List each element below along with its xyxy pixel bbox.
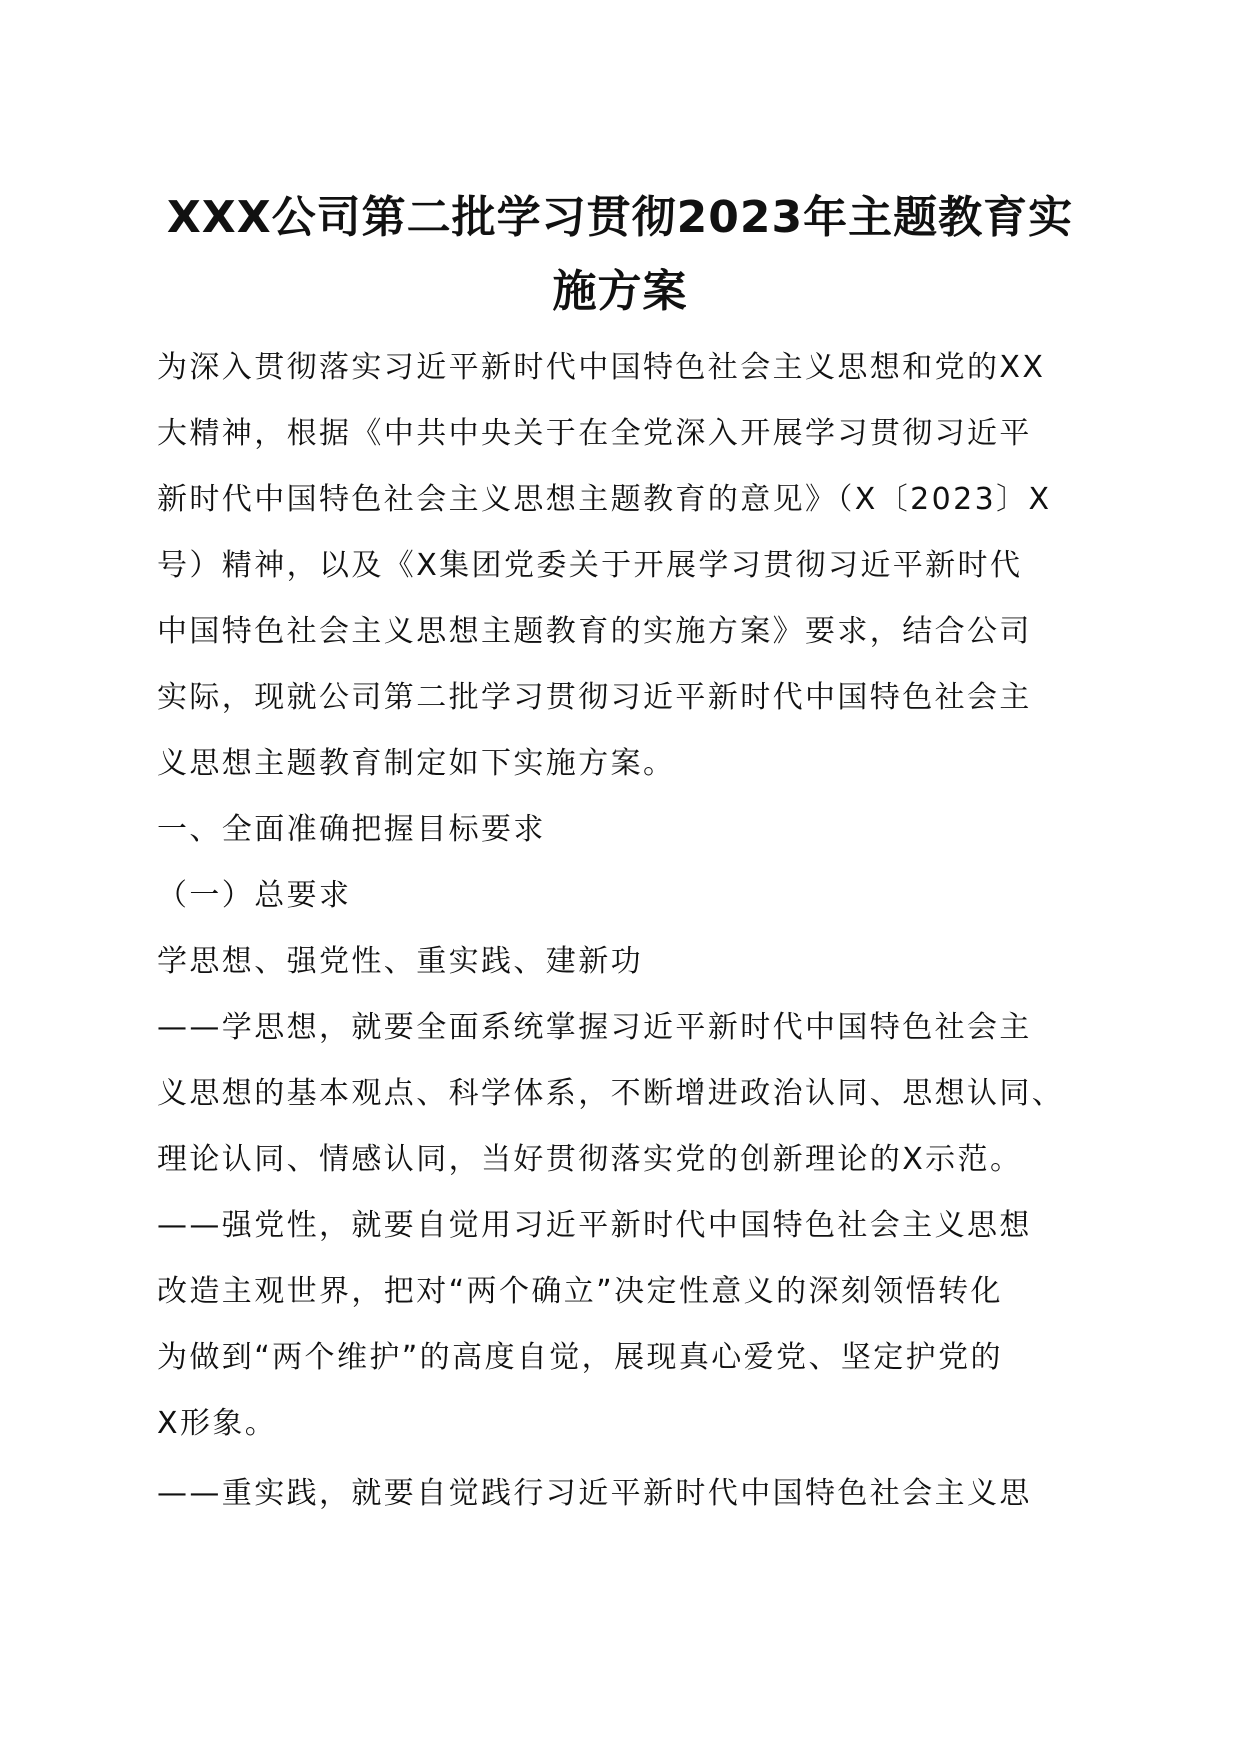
paragraph-line: 号）精神，以及《X集团党委关于开展学习贯彻习近平新时代 — [157, 548, 1023, 583]
paragraph-line: 改造主观世界，把对“两个确立”决定性意义的深刻领悟转化 — [157, 1274, 1003, 1309]
paragraph-line: 为深入贯彻落实习近平新时代中国特色社会主义思想和党的XX — [157, 350, 1046, 385]
paragraph-line: X形象。 — [157, 1406, 278, 1441]
paragraph-line: ——强党性，就要自觉用习近平新时代中国特色社会主义思想 — [157, 1208, 1032, 1243]
paragraph-line: 义思想主题教育制定如下实施方案。 — [157, 746, 676, 781]
paragraph-line: 大精神，根据《中共中央关于在全党深入开展学习贯彻习近平 — [157, 416, 1032, 451]
paragraph-line: 学思想、强党性、重实践、建新功 — [157, 944, 643, 979]
section-heading: 一、全面准确把握目标要求 — [157, 812, 546, 847]
paragraph-line: 新时代中国特色社会主义思想主题教育的意见》（X〔2023〕X — [157, 482, 1052, 517]
paragraph-line: 理论认同、情感认同，当好贯彻落实党的创新理论的X示范。 — [157, 1142, 1023, 1177]
paragraph-line: 义思想的基本观点、科学体系，不断增进政治认同、思想认同、 — [157, 1076, 1065, 1111]
document-title-line-1: XXX公司第二批学习贯彻2023年主题教育实 — [166, 192, 1074, 243]
document-title-line-2: 施方案 — [552, 266, 688, 317]
paragraph-line: ——重实践，就要自觉践行习近平新时代中国特色社会主义思 — [157, 1476, 1032, 1511]
paragraph-line: 为做到“两个维护”的高度自觉，展现真心爱党、坚定护党的 — [157, 1340, 1003, 1375]
paragraph-line: ——学思想，就要全面系统掌握习近平新时代中国特色社会主 — [157, 1010, 1032, 1045]
paragraph-line: 实际，现就公司第二批学习贯彻习近平新时代中国特色社会主 — [157, 680, 1032, 715]
subsection-heading: （一）总要求 — [157, 878, 352, 913]
paragraph-line: 中国特色社会主义思想主题教育的实施方案》要求，结合公司 — [157, 614, 1032, 649]
